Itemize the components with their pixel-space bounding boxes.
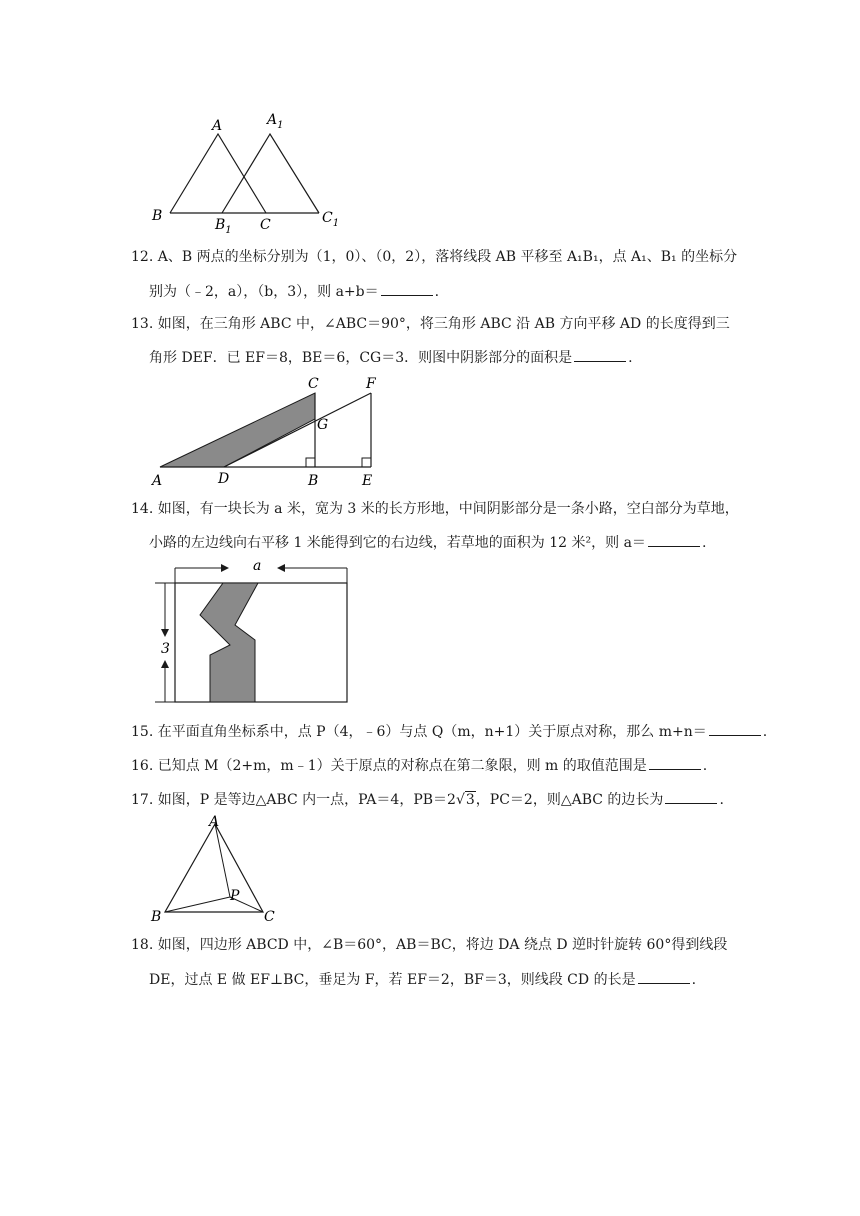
question-number: 15. bbox=[131, 724, 154, 740]
question-12-line-1 bbox=[131, 247, 737, 267]
label-c: C bbox=[260, 217, 271, 233]
answer-blank[interactable] bbox=[709, 721, 761, 736]
period: . bbox=[434, 284, 440, 300]
label-b: B bbox=[152, 208, 163, 224]
label-b: B bbox=[151, 909, 162, 925]
label-a1: $A_1$ bbox=[267, 112, 284, 131]
label-p: P bbox=[230, 888, 240, 904]
question-text: DE，过点 E 做 EF⊥BC，垂足为 F，若 EF＝2，BF＝3，则线段 CD 的长是 bbox=[149, 972, 636, 988]
answer-blank[interactable] bbox=[574, 347, 626, 362]
answer-blank[interactable] bbox=[381, 281, 433, 296]
shaded-region bbox=[160, 393, 315, 467]
label-a: A bbox=[209, 814, 220, 830]
period: . bbox=[719, 792, 724, 808]
question-text: 角形 DEF．已 EF＝8，BE＝6，CG＝3．则图中阴影部分的面积是 bbox=[149, 350, 573, 366]
right-angle-e bbox=[362, 458, 371, 467]
question-text: 如图，P 是等边△ABC 内一点，PA＝4，PB＝2 bbox=[157, 792, 456, 808]
question-14-line-2 bbox=[149, 532, 706, 553]
label-g: G bbox=[317, 417, 329, 433]
period: . bbox=[702, 758, 708, 774]
question-13-line-1 bbox=[131, 314, 730, 334]
question-text: A、B 两点的坐标分别为（1，0）、（0，2），落将线段 AB 平移至 A₁B₁，点 A₁、B₁ 的坐标分 bbox=[157, 249, 738, 265]
question-number: 13. bbox=[131, 316, 154, 332]
question-17 bbox=[131, 789, 724, 810]
segment-pa bbox=[215, 824, 230, 897]
question-number: 12. bbox=[131, 249, 154, 265]
triangle-abc bbox=[165, 824, 263, 912]
question-text-cont: ，PC＝2，则△ABC 的边长为 bbox=[475, 792, 664, 808]
figure-shaded-triangle bbox=[150, 374, 385, 489]
label-e: E bbox=[362, 473, 373, 489]
answer-blank[interactable] bbox=[648, 532, 700, 547]
period: . bbox=[691, 972, 697, 988]
question-number: 16. bbox=[131, 758, 154, 774]
question-12-line-2 bbox=[149, 281, 439, 302]
question-14-line-1 bbox=[131, 499, 739, 519]
period: . bbox=[628, 350, 633, 366]
question-number: 17. bbox=[131, 792, 154, 808]
question-13-line-2 bbox=[149, 347, 633, 368]
question-number: 18. bbox=[131, 937, 154, 953]
sqrt-symbol: √3 bbox=[455, 792, 475, 808]
right-angle-b bbox=[306, 458, 315, 467]
label-3: 3 bbox=[161, 641, 170, 657]
triangle-a1b1c1 bbox=[222, 134, 319, 213]
question-18-line-1 bbox=[131, 935, 727, 955]
label-b1: $B_1$ bbox=[215, 217, 232, 233]
label-c: C bbox=[264, 909, 275, 925]
label-a: a bbox=[253, 560, 262, 574]
answer-blank[interactable] bbox=[649, 755, 701, 770]
field-rectangle bbox=[175, 583, 347, 702]
label-c1: $C_1$ bbox=[322, 210, 340, 229]
period: . bbox=[762, 724, 768, 740]
question-16 bbox=[131, 755, 707, 776]
question-number: 14. bbox=[131, 501, 154, 517]
segment-pb bbox=[165, 897, 230, 912]
question-text: 已知点 M（2+m，m﹣1）关于原点的对称点在第二象限，则 m 的取值范围是 bbox=[157, 758, 647, 774]
label-f: F bbox=[366, 376, 376, 392]
answer-blank[interactable] bbox=[665, 789, 717, 804]
figure-rectangle-path bbox=[150, 560, 355, 708]
question-text: 如图，在三角形 ABC 中，∠ABC＝90°，将三角形 ABC 沿 AB 方向平移 AD 的长度得到三 bbox=[157, 316, 730, 332]
question-text: 如图，有一块长为 a 米，宽为 3 米的长方形地，中间阴影部分是一条小路，空白部分为草地， bbox=[157, 501, 739, 517]
label-c: C bbox=[308, 376, 319, 392]
label-a: A bbox=[212, 118, 223, 134]
question-15 bbox=[131, 721, 767, 742]
question-18-line-2 bbox=[149, 969, 696, 990]
period: . bbox=[701, 535, 707, 551]
answer-blank[interactable] bbox=[638, 969, 690, 984]
path-shaded-zigzag bbox=[200, 583, 258, 702]
question-text: 别为（﹣2，a），（b，3），则 a+b＝ bbox=[149, 284, 379, 300]
label-a: A bbox=[152, 473, 163, 489]
label-d: D bbox=[218, 471, 230, 487]
question-text: 如图，四边形 ABCD 中，∠B＝60°，AB＝BC，将边 DA 绕点 D 逆时针旋转 60°得到线段 bbox=[157, 937, 728, 953]
question-text: 小路的左边线向右平移 1 米能得到它的右边线，若草地的面积为 12 米²，则 a＝ bbox=[149, 535, 646, 551]
question-text: 在平面直角坐标系中，点 P（4，﹣6）与点 Q（m，n+1）关于原点对称，那么 m+n＝ bbox=[157, 724, 707, 740]
label-b: B bbox=[308, 473, 319, 489]
triangle-abc bbox=[170, 134, 266, 213]
figure-equilateral-triangle-point-p bbox=[145, 812, 285, 926]
figure-translated-triangles bbox=[145, 108, 355, 233]
